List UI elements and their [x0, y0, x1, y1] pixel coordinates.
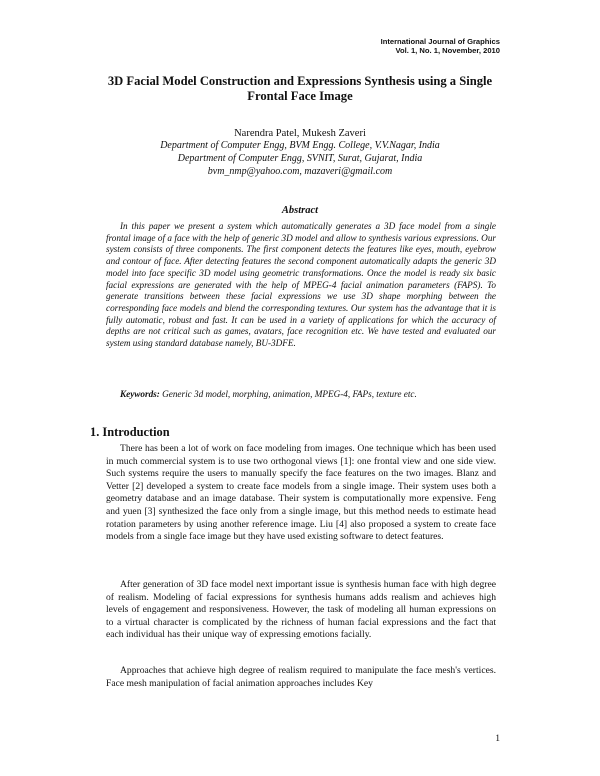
- paragraph-3: Approaches that achieve high degree of realism required to manipulate the face mesh's vertices. Face mesh manipulation of facial animation approaches includes Key: [106, 665, 496, 689]
- journal-volume: Vol. 1, No. 1, November, 2010: [395, 46, 500, 55]
- author-emails: bvm_nmp@yahoo.com, mazaveri@gmail.com: [207, 166, 393, 177]
- journal-name: International Journal of Graphics: [380, 37, 500, 46]
- paragraph-1: There has been a lot of work on face modeling from images. One technique which has been used in much commercial system is to use two orthogonal views [1]: one frontal view and one side view. Such systems require the users to manually specify the face features on the two images. Blanz and Vetter [2] developed a system to create face models from a single image. Their system uses both a geometry database and an image database. Their system is computationally more expensive. Feng and yuen [3] synthesized the face only from a single image, but this method needs to estimate head rotation parameters by using another reference image. Liu [4] also proposed a system to create face models from a single face image but they have used existing software to detect features.: [106, 443, 496, 543]
- author-names: Narendra Patel, Mukesh Zaveri: [234, 128, 366, 139]
- section-heading-introduction: 1. Introduction: [90, 425, 170, 439]
- affiliation-1: Department of Computer Engg, BVM Engg. College, V.V.Nagar, India: [160, 140, 440, 151]
- abstract-text: In this paper we present a system which automatically generates a 3D face model from a single frontal image of a face with the help of generic 3D model and allow to synthesis various expressions. Our system consists of three components. The first component detects the features like eyes, mouth, eyebrow and contour of face. After detecting features the second component automatically adapts the generic 3D model into face specific 3D model using geometric transformations. Once the model is ready six basic facial expressions are generated with the help of MPEG-4 facial animation parameters (FAPS). To generate transitions between these facial expressions we use 3D shape morphing between the corresponding face models and blend the corresponding textures. Our system has the advantage that it is fully automatic, robust and fast. It can be used in a variety of applications for which the accuracy of depths are not critical such as games, avatars, face recognition etc. We have tested and evaluated our system using standard database namely, BU-3DFE.: [106, 221, 496, 349]
- paper-title: 3D Facial Model Construction and Expressions Synthesis using a Single Frontal Face Image: [107, 74, 493, 103]
- abstract-heading: Abstract: [281, 205, 319, 216]
- affiliation-2: Department of Computer Engg, SVNIT, Surat, Gujarat, India: [177, 153, 423, 164]
- keywords-label: Keywords:: [120, 389, 160, 399]
- keywords-text: Generic 3d model, morphing, animation, MPEG-4, FAPs, texture etc.: [162, 389, 417, 399]
- page-number: 1: [495, 733, 500, 744]
- keywords: [106, 389, 496, 401]
- paragraph-2: After generation of 3D face model next important issue is synthesis human face with high degree of realism. Modeling of facial expressions for synthesis humans adds realism and achieves high levels of engagement and responsiveness. However, the task of modeling all human expressions on to a virtual character is complicated by the richness of human facial expressions and the fact that each individual has their unique way of expressing emotions facially.: [106, 579, 496, 641]
